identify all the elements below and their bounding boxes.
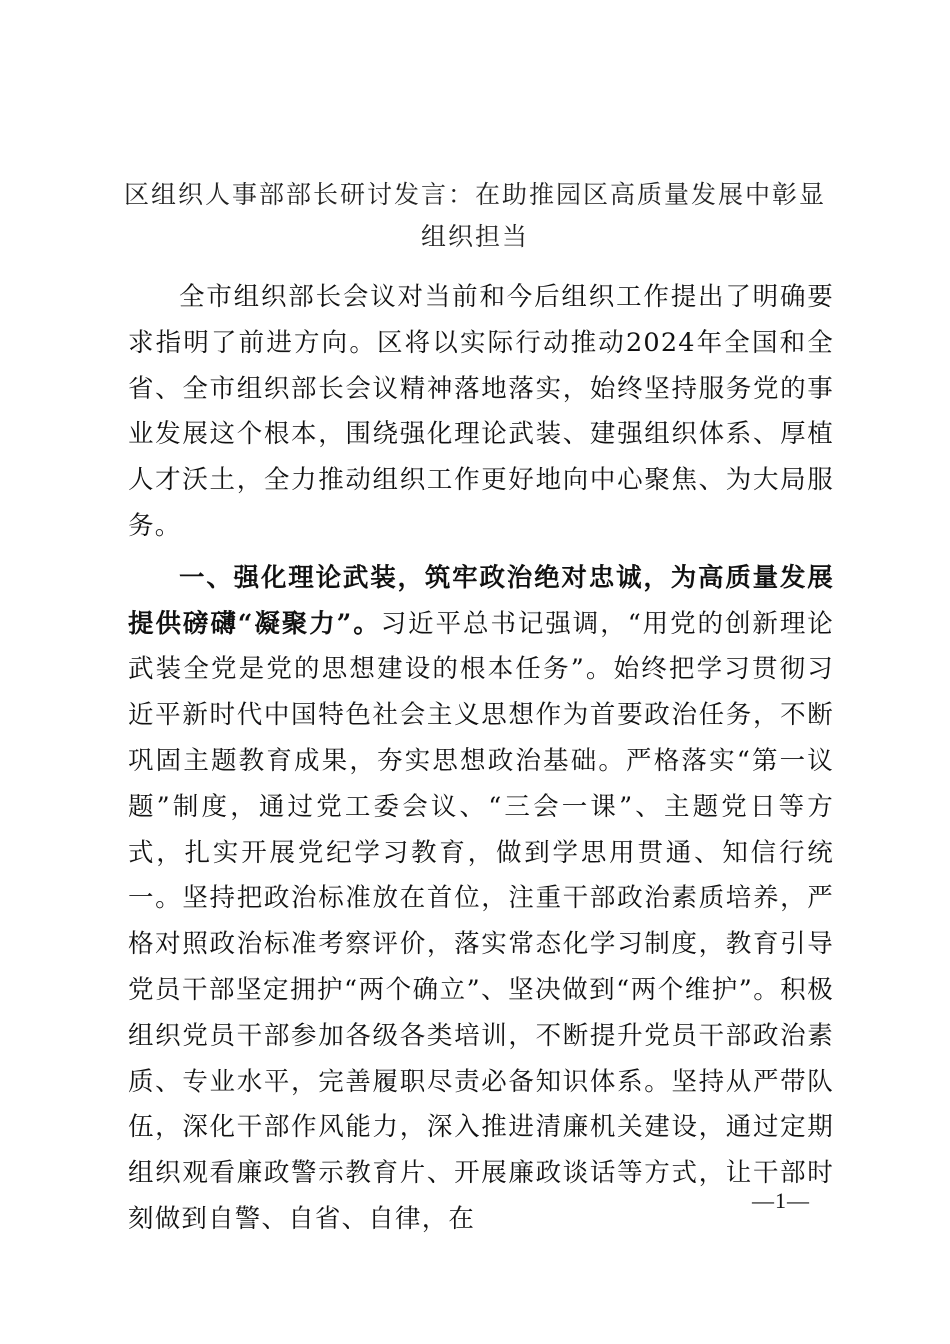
section-one-heading: 一、强化理论武装，筑牢政治绝对忠诚，为高质量发展提供磅礴“凝聚力”。: [128, 562, 834, 639]
document-title: 区组织人事部部长研讨发言：在助推园区高质量发展中彰显组织担当: [123, 179, 826, 251]
page-number: —1—: [752, 1188, 810, 1213]
document-body: [128, 275, 834, 1243]
intro-paragraph-text: 全市组织部长会议对当前和今后组织工作提出了明确要求指明了前进方向。区将以实际行动推动2024年全国和全省、全市组织部长会议精神落地落实，始终坚持服务党的事业发展这个根本，围绕强化理论武装、建强组织体系、厚植人才沃土，全力推动组织工作更好地向中心聚焦、为大局服务。: [128, 282, 834, 541]
intro-paragraph: [128, 275, 834, 550]
section-one-text: 习近平总书记强调，“用党的创新理论武装全党是党的思想建设的根本任务”。始终把学习贯彻习近平新时代中国特色社会主义思想作为首要政治任务，不断巩固主题教育成果，夯实思想政治基础。严格落实“第一议题”制度，通过党工委会议、“三会一课”、主题党日等方式，扎实开展党纪学习教育，做到学思用贯通、知信行统一。坚持把政治标准放在首位，注重干部政治素质培养，严格对照政治标准考察评价，落实常态化学习制度，教育引导党员干部坚定拥护“两个确立”、坚决做到“两个维护”。积极组织党员干部参加各级各类培训，不断提升党员干部政治素质、专业水平，完善履职尽责必备知识体系。坚持从严带队伍，深化干部作风能力，深入推进清廉机关建设，通过定期组织观看廉政警示教育片、开展廉政谈话等方式，让干部时刻做到自警、自省、自律，在: [128, 608, 834, 1234]
section-one-paragraph: [128, 556, 834, 1243]
